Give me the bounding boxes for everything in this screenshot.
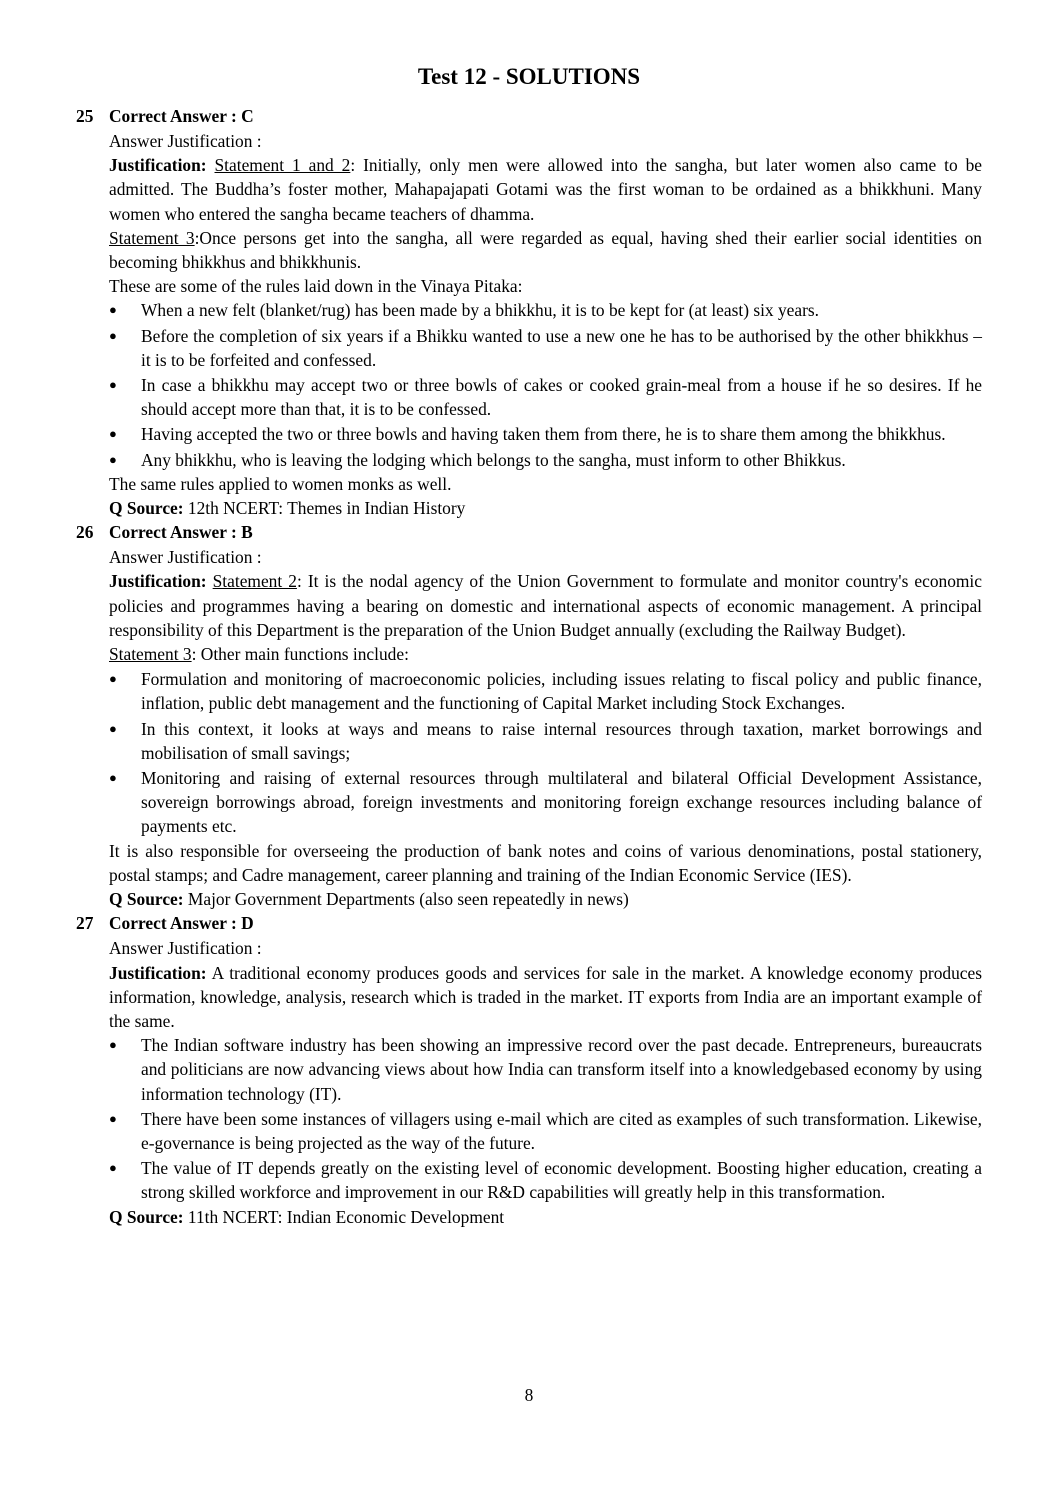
question-source [109, 887, 982, 911]
solutions-content [76, 104, 982, 1229]
bullet-icon: ● [109, 377, 117, 393]
source-text: Major Government Departments (also seen repeatedly in news) [183, 889, 629, 910]
correct-answer: Correct Answer : D [109, 913, 254, 934]
after-text: The same rules applied to women monks as well. [109, 473, 452, 494]
list-item: ● The value of IT depends greatly on the existing level of economic development. Boosting higher education, creating a strong skilled workforce and improvement in our R&D capabilities will greatly help in this transformation. [109, 1158, 982, 1203]
bullet-icon: ● [109, 302, 117, 318]
statement-paragraph [109, 642, 982, 666]
after-text: It is also responsible for overseeing the production of bank notes and coins of various denominations, postal stationery, postal stamps; and Cadre management, career planning and training of the Indian Economic Service (IES). [109, 840, 982, 885]
question-26 [76, 520, 982, 911]
justification-text: : Initially, only men were allowed into the sangha, but later women also came to be admitted. The Buddha’s foster mother, Mahapajapati Gotami was the first woman to be ordained as a bhikkhuni. Many women who entered the sangha became teachers of dhamma. [109, 155, 982, 224]
justification-label: Justification: [109, 571, 207, 592]
correct-answer: Correct Answer : C [109, 106, 254, 126]
justification-paragraph [109, 569, 982, 642]
bullet-icon: ● [109, 720, 117, 736]
question-number: 26 [76, 522, 94, 543]
statement-ref: Statement 3 [109, 644, 192, 665]
answer-justification-label: Answer Justification : [109, 131, 262, 151]
bullet-icon: ● [109, 327, 117, 343]
list-item: ● Monitoring and raising of external resources through multilateral and bilateral Official Development Assistance, sovereign borrowings abroad, foreign investments and monitoring foreign exchange resources including balance of payments etc. [109, 768, 982, 837]
answer-justification-label: Answer Justification : [109, 547, 262, 568]
points-list [109, 1033, 982, 1204]
statement-ref: Statement 1 and 2 [214, 155, 351, 176]
answer-justification-label: Answer Justification : [109, 938, 262, 959]
statement-text: :Once persons get into the sangha, all were regarded as equal, having shed their earlier social identities on becoming bhikkhus and bhikkhunis. [109, 227, 982, 273]
justification-paragraph [109, 961, 982, 1034]
question-header [76, 520, 982, 545]
bullet-icon: ● [109, 770, 117, 786]
justification-text: : It is the nodal agency of the Union Government to formulate and monitor country's economic policies and programmes having a bearing on domestic and international aspects of economic management. A principal responsibility of this Department is the preparation of the Union Budget annually (excluding the Railway Budget). [109, 571, 982, 640]
list-item: ● In case a bhikkhu may accept two or three bowls of cakes or cooked grain-meal from a house if he so desires. If he should accept more than that, it is to be confessed. [109, 375, 982, 420]
list-item: ● Before the completion of six years if a Bhikku wanted to use a new one he has to be authorised by the other bhikkhus – it is to be forfeited and confessed. [109, 325, 982, 370]
source-label: Q Source: [109, 1206, 184, 1227]
list-item: ● Any bhikkhu, who is leaving the lodging which belongs to the sangha, must inform to other Bhikkus. [109, 448, 982, 472]
bullet-icon: ● [109, 1110, 117, 1126]
question-source [76, 496, 982, 520]
list-item: ● The Indian software industry has been showing an impressive record over the past decade. Entrepreneurs, bureaucrats and politicians are now advancing views about how India can transform itself into a knowledgebased economy by using information technology (IT). [109, 1035, 982, 1104]
statement-paragraph [109, 226, 982, 274]
question-25 [76, 104, 982, 520]
statement-ref: Statement 2 [212, 571, 297, 592]
question-number: 27 [76, 913, 94, 934]
question-number: 25 [76, 106, 94, 126]
justification-paragraph [109, 153, 982, 226]
bullet-icon: ● [109, 1160, 117, 1176]
list-item: ● In this context, it looks at ways and means to raise internal resources through taxation, market borrowings and mobilisation of small savings; [109, 718, 982, 763]
source-label: Q Source: [109, 889, 184, 910]
question-source [109, 1205, 982, 1229]
bullet-icon: ● [109, 1037, 117, 1053]
bullet-icon: ● [109, 426, 117, 442]
statement-text: : Other main functions include: [191, 644, 409, 665]
page-number: 8 [524, 1385, 534, 1405]
justification-text: A traditional economy produces goods and services for sale in the market. A knowledge economy produces information, knowledge, analysis, research which is traded in the market. IT exports from India are an important example of the same. [109, 962, 982, 1031]
list-item: ● Formulation and monitoring of macroeconomic policies, including issues relating to fiscal policy and public finance, inflation, public debt management and the functioning of Capital Market including Stock Exchanges. [109, 669, 982, 714]
justification-label: Justification: [109, 155, 207, 176]
functions-list [109, 667, 982, 838]
question-header [76, 104, 982, 129]
justification-label: Justification: [109, 962, 207, 983]
question-27 [76, 911, 982, 1228]
page-title: Test 12 - SOLUTIONS [417, 64, 641, 89]
list-item: ● There have been some instances of villagers using e-mail which are cited as examples of such transformation. Likewise, e-governance is being projected as the way of the future. [109, 1108, 982, 1153]
correct-answer: Correct Answer : B [109, 522, 253, 543]
statement-ref: Statement 3 [109, 227, 195, 248]
rules-list [109, 298, 982, 471]
source-label: Q Source: [109, 498, 184, 519]
bullet-icon: ● [109, 671, 117, 687]
list-item: ● When a new felt (blanket/rug) has been made by a bhikkhu, it is to be kept for (at least) six years. [109, 298, 982, 322]
rules-intro: These are some of the rules laid down in the Vinaya Pitaka: [109, 276, 523, 297]
source-text: 11th NCERT: Indian Economic Development [183, 1206, 505, 1227]
source-text: 12th NCERT: Themes in Indian History [183, 498, 466, 519]
question-header [76, 911, 982, 936]
list-item: ● Having accepted the two or three bowls and having taken them from there, he is to share them among the bhikkhus. [109, 422, 982, 446]
bullet-icon: ● [109, 451, 117, 467]
